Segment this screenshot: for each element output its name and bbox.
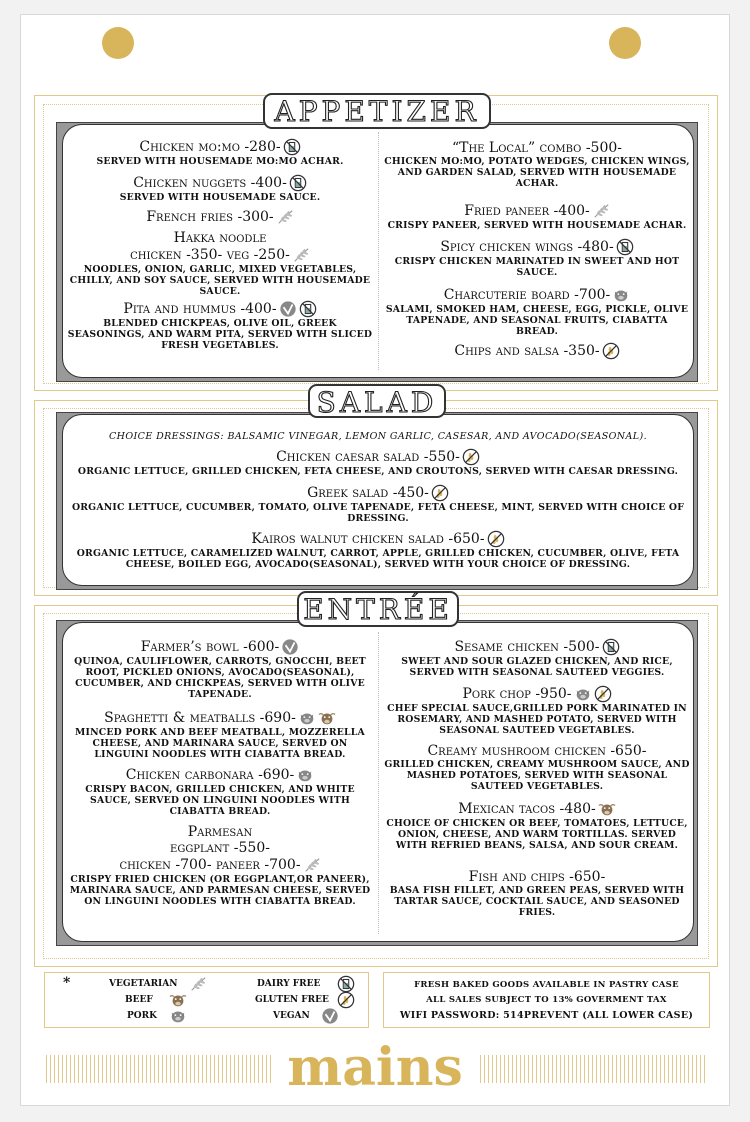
menu-item [384,638,690,678]
vegan-icon [279,300,297,318]
legend-vegetarian-label: VEGETARIAN [109,979,178,989]
menu-item [66,530,690,570]
menu-item-name: Greek salad -450- [66,484,690,502]
menu-item [384,685,690,736]
menu-item-name: Parmesan [187,824,253,840]
gluten-free-icon [462,448,480,466]
menu-item-description: CRISPY PANEER, SERVED WITH HOUSEMADE ACHAR. [387,220,687,231]
menu-item [384,202,690,231]
legend-gluten-free-label: GLUTEN FREE [255,995,329,1005]
menu-item-description: BASA FISH FILLET, AND GREEN PEAS, SERVED WITH TARTAR SAUCE, COCKTAIL SAUCE, AND SEASONED FRIES. [389,885,685,918]
menu-item [66,174,374,203]
info-tax: ALL SALES SUBJECT TO 13% GOVERMENT TAX [426,995,667,1005]
menu-item [384,238,690,278]
vegan-icon [281,638,299,656]
legend-dairy-free-label: DAIRY FREE [257,979,321,989]
footer-title: mains [287,1037,463,1098]
menu-item-name: Pork chop -950- [384,685,690,703]
info-wifi: WIFI PASSWORD: 514PREVENT (ALL LOWER CASE) [399,1010,694,1021]
section-title-salad: SALAD [308,384,446,418]
menu-item [384,342,690,360]
menu-item-name: Mexican tacos -480- [384,800,690,818]
menu-item-description: GRILLED CHICKEN, CREAMY MUSHROOM SAUCE, AND MASHED POTATOES, SERVED WITH SEASONAL SAUTEED VEGETABLES. [384,759,690,792]
menu-item-name: French fries -300- [66,208,374,226]
menu-item-description: CHICKEN MO:MO, POTATO WEDGES, CHICKEN WINGS, AND GARDEN SALAD, SERVED WITH HOUSEMADE ACHAR. [384,156,690,189]
menu-item [384,869,690,918]
menu-item-description: SALAMI, SMOKED HAM, CHEESE, EGG, PICKLE, OLIVE TAPENADE, AND SEASONAL FRUITS, CIABATTA BREAD. [385,304,689,337]
decorative-dot-right [609,27,641,59]
menu-item-name: Chicken caesar salad -550- [66,448,690,466]
vegetarian-icon [189,975,207,993]
info-box [383,972,710,1028]
menu-item [66,138,374,167]
dairy-free-icon [602,638,620,656]
legend-vegan-label: VEGAN [273,1011,310,1021]
menu-item-name: Fried paneer -400- [384,202,690,220]
vegetarian-icon [292,246,310,264]
menu-item [384,140,690,189]
menu-item-description: QUINOA, CAULIFLOWER, CARROTS, GNOCCHI, BEET ROOT, PICKLED ONIONS, AVOCADO(SEASONAL), CUCUMBER, AND CHICKPEAS, SERVED WITH OLIVE TAPENADE. [74,656,366,700]
menu-item [66,230,374,297]
menu-item-name: Hakka noodle [173,230,267,246]
menu-item [384,286,690,337]
menu-item-name: chicken -700- paneer -700- [66,856,374,874]
menu-item-name: chicken -350- veg -250- [66,246,374,264]
pork-icon [574,685,592,703]
menu-item-name: Creamy mushroom chicken -650- [427,743,647,759]
legend-star: * [63,975,71,991]
menu-item [66,300,374,351]
menu-item-name: Chicken carbonara -690- [66,766,374,784]
menu-item-name: eggplant -550- [170,840,270,856]
menu-item-name: Spaghetti & meatballs -690- [66,709,374,727]
gluten-free-icon [487,530,505,548]
menu-item-name: Spicy chicken wings -480- [384,238,690,256]
menu-item-description: SERVED WITH HOUSEMADE MO:MO ACHAR. [96,156,344,167]
gluten-free-icon [431,484,449,502]
pork-icon [298,709,316,727]
dairy-free-icon [299,300,317,318]
section-title-appetizer: APPETIZER [263,93,491,129]
dairy-free-icon [616,238,634,256]
menu-item [66,824,374,907]
menu-item-description: SWEET AND SOUR GLAZED CHICKEN, AND RICE, SERVED WITH SEASONAL SAUTEED VEGGIES. [401,656,673,678]
menu-item-description: MINCED PORK AND BEEF MEATBALL, MOZZERELLA CHEESE, AND MARINARA SAUCE, SERVED ON LINGUINI NOODLES WITH CIABATTA BREAD. [75,727,365,760]
pork-icon [612,286,630,304]
legend-beef-label: BEEF [125,995,153,1005]
menu-item [384,743,690,792]
beef-icon [318,709,336,727]
menu-item-description: CHOICE OF CHICKEN OR BEEF, TOMATOES, LETTUCE, ONION, CHEESE, AND WARM TORTILLAS. SERVED WITH REFRIED BEANS, SALSA, AND SOUR CREAM. [386,818,688,851]
menu-item [66,638,374,700]
gluten-free-icon [602,342,620,360]
menu-item-description: NOODLES, ONION, GARLIC, MIXED VEGETABLES, CHILLY, AND SOY SAUCE, SERVED WITH HOUSEMADE SAUCE. [69,264,371,297]
menu-item-name: Sesame chicken -500- [384,638,690,656]
menu-item-name: “The Local” combo -500- [451,140,623,156]
menu-item-description: ORGANIC LETTUCE, CARAMELIZED WALNUT, CARROT, APPLE, GRILLED CHICKEN, CUCUMBER, OLIVE, FETA CHEESE, BOILED EGG, AVOCADO(SEASONAL), SERVED WITH YOUR CHOICE OF DRESSING. [76,548,680,570]
menu-item-description: ORGANIC LETTUCE, GRILLED CHICKEN, FETA CHEESE, AND CROUTONS, SERVED WITH CAESAR DRESSING. [77,466,679,477]
menu-item [66,766,374,817]
gluten-free-icon [337,991,355,1009]
vegetarian-icon [276,208,294,226]
menu-item-name: Chips and salsa -350- [384,342,690,360]
dairy-free-icon [283,138,301,156]
menu-item-name: Fish and chips -650- [468,869,606,885]
menu-item [384,800,690,851]
menu-item-description: CHEF SPECIAL SAUCE,GRILLED PORK MARINATED IN ROSEMARY, AND MASHED POTATO, SERVED WITH SEASONAL SAUTEED VEGETABLES. [387,703,687,736]
salad-choice-dressings: CHOICE DRESSINGS: BALSAMIC VINEGAR, LEMON GARLIC, CASESAR, AND AVOCADO(SEASONAL). [108,431,648,442]
menu-item [66,448,690,477]
menu-item-description: CRISPY CHICKEN MARINATED IN SWEET AND HOT SAUCE. [394,256,680,278]
menu-item [66,208,374,226]
legend-box [44,972,369,1028]
vegetarian-icon [303,856,321,874]
menu-item-description: CRISPY FRIED CHICKEN (OR EGGPLANT,OR PANEER), MARINARA SAUCE, AND PARMESAN CHEESE, SERVED ON LINGUINI NOODLES WITH CIABATTA BREAD. [69,874,371,907]
section-title-entree: ENTRÉE [297,591,459,627]
menu-item-name: Pita and hummus -400- [66,300,374,318]
menu-item-description: CRISPY BACON, GRILLED CHICKEN, AND WHITE SAUCE, SERVED ON LINGUINI NOODLES WITH CIABATTA BREAD. [85,784,355,817]
decorative-dot-left [102,27,134,59]
gluten-free-icon [594,685,612,703]
pork-icon [296,766,314,784]
menu-item-name: Farmer’s bowl -600- [66,638,374,656]
menu-item-description: BLENDED CHICKPEAS, OLIVE OIL, GREEK SEASONINGS, AND WARM PITA, SERVED WITH SLICED FRESH VEGETABLES. [67,318,373,351]
menu-item-description: ORGANIC LETTUCE, CUCUMBER, TOMATO, OLIVE TAPENADE, FETA CHEESE, MINT, SERVED WITH CHOICE OF DRESSING. [71,502,685,524]
info-pastry: FRESH BAKED GOODS AVAILABLE IN PASTRY CASE [414,980,679,990]
pork-icon [169,1007,187,1025]
menu-item [66,709,374,760]
beef-icon [598,800,616,818]
legend-pork-label: PORK [127,1011,157,1021]
menu-item [66,484,690,524]
menu-item-name: Chicken nuggets -400- [66,174,374,192]
dairy-free-icon [289,174,307,192]
menu-item-description: SERVED WITH HOUSEMADE SAUCE. [119,192,321,203]
vegetarian-icon [592,202,610,220]
menu-item-name: Kairos walnut chicken salad -650- [66,530,690,548]
vegan-icon [321,1007,339,1025]
menu-item-name: Chicken mo:mo -280- [66,138,374,156]
menu-item-name: Charcuterie board -700- [384,286,690,304]
